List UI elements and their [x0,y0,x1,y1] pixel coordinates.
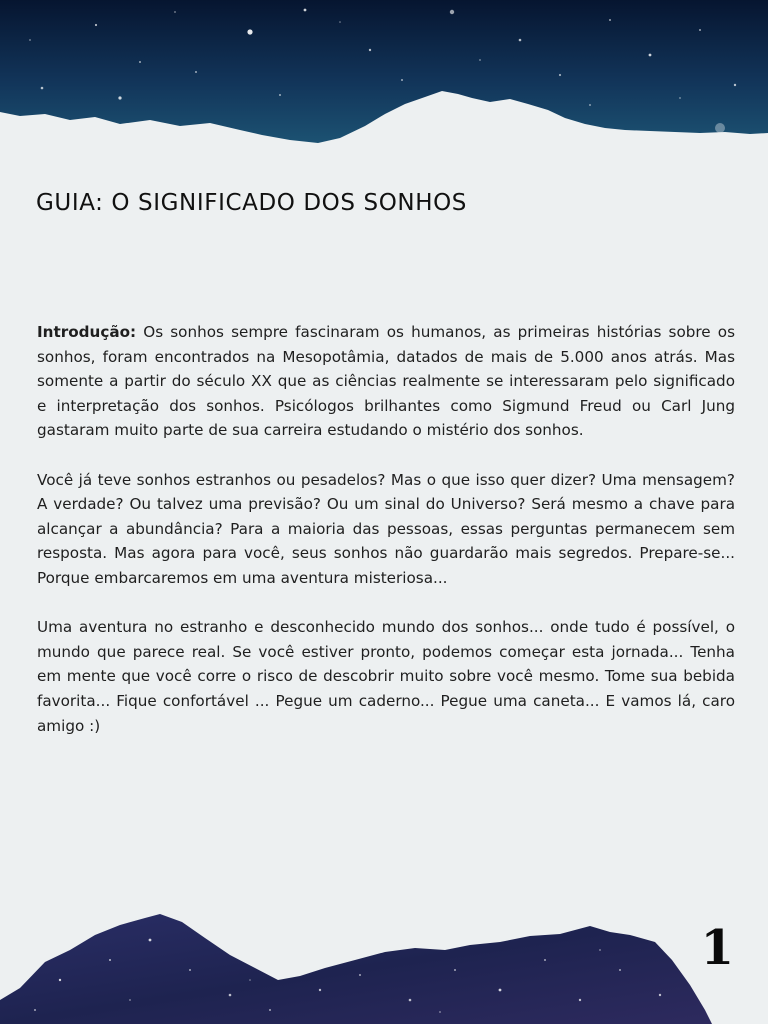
document-title: GUIA: O SIGNIFICADO DOS SONHOS [36,190,468,216]
galaxy-mountains-art [0,900,768,1024]
document-body [37,320,735,763]
intro-text: Os sonhos sempre fascinaram os humanos, as primeiras histórias sobre os sonhos, foram encontrados na Mesopotâmia, datados de mais de 5.000 anos atrás. Mas somente a partir do século XX que as ciências realmente se interessaram pelo significado e interpretação dos sonhos. Psicólogos brilhantes como Sigmund Freud ou Carl Jung gastaram muito parte de sua carreira estudando o mistério dos sonhos. [37,323,735,440]
paragraph: Você já teve sonhos estranhos ou pesadelos? Mas o que isso quer dizer? Uma mensagem? A verdade? Ou talvez uma previsão? Ou um sinal do Universo? Será mesmo a chave para alcançar a abundância? Para a maioria das pessoas, essas perguntas permanecem sem resposta. Mas agora para você, seus sonhos não guardarão mais segredos. Prepare-se... Porque embarcaremos em uma aventura misteriosa... [37,470,735,587]
intro-label: Introdução: [37,323,137,341]
paragraph: Uma aventura no estranho e desconhecido mundo dos sonhos... onde tudo é possível, o mundo que parece real. Se você estiver pronto, podemos começar esta jornada... Tenha em mente que você corre o risco de descobrir muito sobre você mesmo. Tome sua bebida favorita... Fique confortável ... Pegue um caderno... Pegue uma caneta... E vamos lá, caro amigo :) [37,618,735,735]
page-number: 1 [700,920,734,976]
night-sky-banner [0,0,768,150]
intro-paragraph [37,320,735,443]
